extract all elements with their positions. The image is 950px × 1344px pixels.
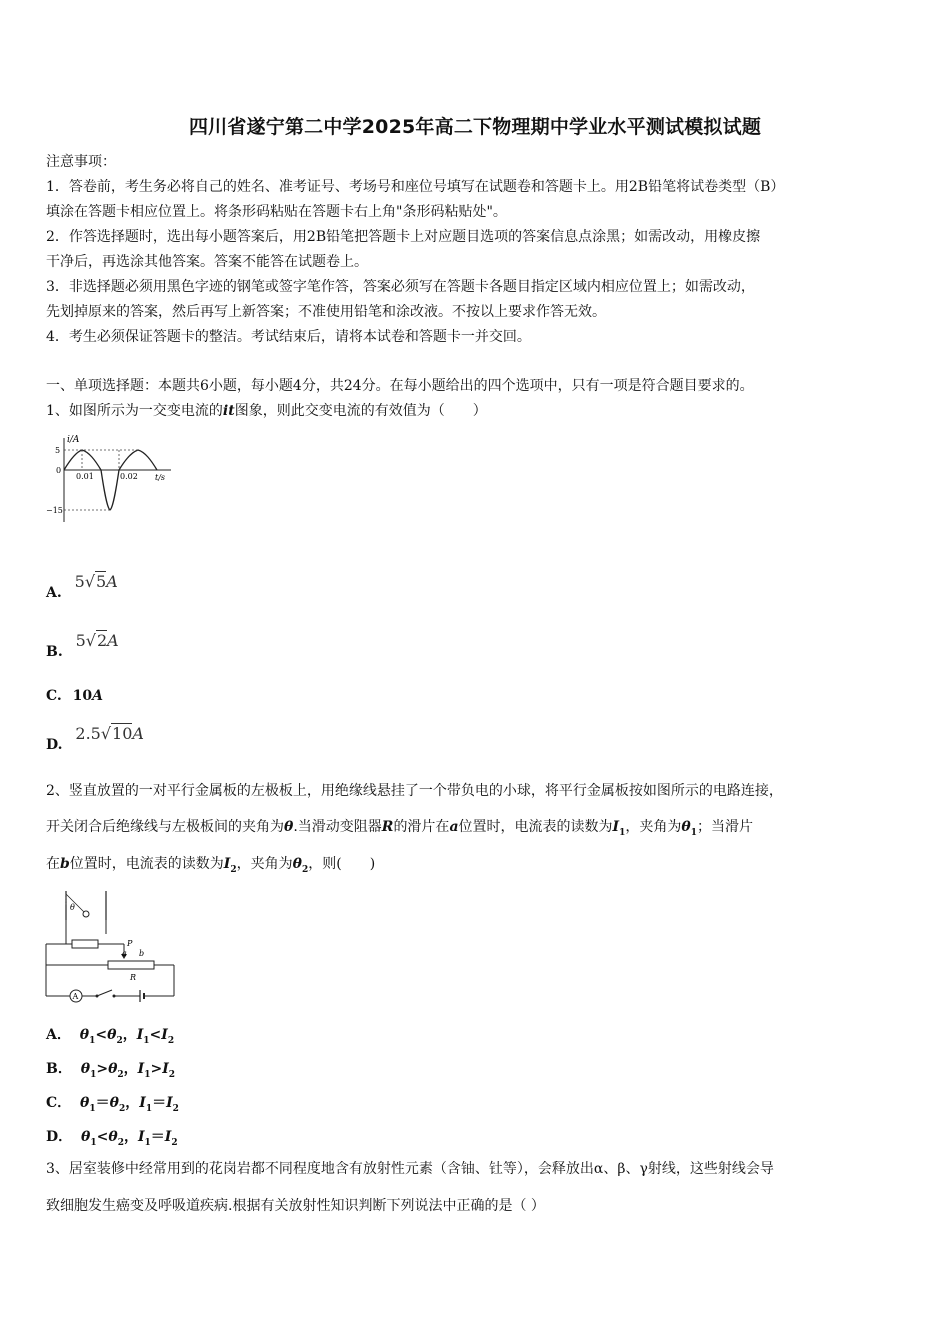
q2-theta: θ: [284, 819, 294, 835]
q2-l3d: ，则( ): [308, 856, 376, 872]
q2-thread: [66, 894, 84, 912]
q1-option-a-label: A.: [46, 585, 62, 601]
section-heading: 一、单项选择题：本题共6小题，每小题4分，共24分。在每小题给出的四个选项中，只有一项是符合题目要求的。: [46, 378, 754, 394]
notice-line-6: 先划掉原来的答案，然后再写上新答案；不准使用铅笔和涂改液。不按以上要求作答无效。: [46, 304, 606, 320]
q2-R: R: [381, 819, 394, 835]
q2-b: b: [60, 856, 70, 872]
q2-option-d[interactable]: [46, 1126, 178, 1148]
q2-b-s2: 2: [117, 1069, 124, 1080]
q2-a-I1: I: [136, 1027, 144, 1043]
q2-b-I2: I: [162, 1061, 169, 1077]
notice-line-7: 4．考生必须保证答题卡的整洁。考试结束后，请将本试卷和答题卡一并交回。: [46, 329, 531, 345]
q2-d-rel1: <: [96, 1129, 109, 1145]
q2-a-label: A．: [46, 1027, 71, 1043]
q1-a-coef: 5: [74, 572, 85, 591]
q2-b-rel2: >: [150, 1061, 163, 1077]
q2-I1: I: [612, 819, 620, 835]
q2-theta1-sub: 1: [690, 827, 697, 838]
q1-stem-a: 1、如图所示为一交变电流的: [46, 403, 223, 419]
q1-option-c-label: C.: [46, 688, 62, 704]
q2-a-sep: ，: [122, 1027, 137, 1043]
q2-option-a[interactable]: [46, 1024, 174, 1046]
q1-d-rad: 10: [112, 724, 133, 743]
q1-wave-pos-1: [64, 450, 101, 470]
q2-c-label: C．: [46, 1095, 72, 1111]
q1-b-unit: A: [107, 631, 119, 650]
q2-fig-R: R: [130, 973, 137, 982]
q2-d-theta2: θ: [108, 1129, 118, 1145]
notice-line-4: 干净后，再选涂其他答案。答案不能答在试题卷上。: [46, 254, 368, 270]
q2-b-rel1: >: [96, 1061, 109, 1077]
q2-c-s3: 1: [145, 1103, 153, 1114]
q1-x-tick-001: 0.01: [76, 472, 94, 481]
q2-l2c: 的滑片在: [393, 819, 450, 835]
q1-stem: [46, 401, 487, 421]
q2-a-rel2: <: [149, 1027, 162, 1043]
q1-b-rad: 2: [96, 631, 108, 650]
q2-a-s1: 1: [89, 1035, 96, 1046]
q2-rheostat: [108, 961, 154, 969]
q2-stem-line-2: [46, 817, 753, 843]
q2-d-theta1: θ: [81, 1129, 91, 1145]
q1-option-a[interactable]: [46, 572, 118, 601]
q2-fig-a: a: [122, 949, 127, 958]
q2-I1-sub: 1: [619, 827, 626, 838]
q2-a-s3: 1: [143, 1035, 150, 1046]
q2-d-s1: 1: [90, 1137, 97, 1148]
q2-d-I1: I: [137, 1129, 145, 1145]
q2-b-sep: ，: [123, 1061, 138, 1077]
q2-ball: [83, 911, 89, 917]
q2-c-s2: 2: [118, 1103, 126, 1114]
q1-option-b-label: B.: [46, 644, 63, 660]
q2-theta2-sub: 2: [301, 864, 309, 875]
q2-option-b[interactable]: [46, 1058, 175, 1080]
q2-theta2: θ: [292, 856, 302, 872]
q2-b-theta2: θ: [108, 1061, 118, 1077]
notice-line-1: 1．答卷前，考生务必将自己的姓名、准考证号、考场号和座位号填写在试题卷和答题卡上。用2B铅笔将试卷类型（B）: [46, 179, 785, 195]
q2-a-s2: 2: [116, 1035, 123, 1046]
q2-l2a: 开关闭合后绝缘线与左极板间的夹角为: [46, 819, 284, 835]
q2-fixed-resistor: [72, 940, 98, 948]
q2-c-I1: I: [139, 1095, 146, 1111]
q1-option-b-math: 5√2A: [75, 631, 119, 650]
q1-wave-neg: [101, 470, 119, 510]
q2-d-label: D．: [46, 1129, 73, 1145]
q2-a-I2: I: [161, 1027, 168, 1043]
q2-b-s3: 1: [144, 1069, 151, 1080]
q2-option-c[interactable]: [46, 1092, 179, 1114]
q3-stem-line-1: 3、居室装修中经常用到的花岗岩都不同程度地含有放射性元素（含铀、钍等），会释放出α、β、γ射线，这些射线会导: [46, 1161, 774, 1177]
q2-b-s4: 2: [168, 1069, 176, 1080]
q2-b-label: B．: [46, 1061, 72, 1077]
notice-line-5: 3．非选择题必须用黑色字迹的钢笔或签字笔作答，答案必须写在答题卡各题目指定区域内相应位置上；如需改动，: [46, 279, 755, 295]
q2-d-s2: 2: [117, 1137, 124, 1148]
q2-b-I1: I: [137, 1061, 145, 1077]
notice-line-2: 填涂在答题卡相应位置上。将条形码粘贴在答题卡右上角"条形码粘贴处"。: [46, 204, 507, 220]
q3-stem-line-2: 致细胞发生癌变及呼吸道疾病.根据有关放射性知识判断下列说法中正确的是（ ）: [46, 1198, 545, 1214]
q2-d-s4: 2: [171, 1137, 178, 1148]
q2-l3c: ，夹角为: [236, 856, 293, 872]
q1-d-coef: 2.5: [75, 724, 101, 743]
q2-fig-ammeter: A: [72, 992, 79, 1001]
q1-option-a-math: 5√5A: [74, 572, 118, 591]
q2-b-s1: 1: [90, 1069, 97, 1080]
q1-a-unit: A: [106, 572, 118, 591]
q1-x-label: t/s: [155, 473, 166, 482]
q2-fig-theta: θ: [70, 903, 75, 912]
q2-stem-line-3: [46, 854, 375, 880]
q1-y-tick-5: 5: [55, 446, 61, 455]
q2-fig-b: b: [139, 949, 145, 958]
q1-option-d-label: D.: [46, 737, 63, 753]
q2-a-theta1: θ: [79, 1027, 90, 1043]
q2-I2-sub: 2: [230, 864, 237, 875]
q2-l2f: ；当滑片: [696, 819, 753, 835]
notice-heading: 注意事项：: [46, 154, 116, 170]
q2-a-theta2: θ: [107, 1027, 117, 1043]
q2-c-s4: 2: [172, 1103, 179, 1114]
q2-a-s4: 2: [167, 1035, 175, 1046]
q1-x-tick-002: 0.02: [120, 472, 138, 481]
q2-l2d: 位置时，电流表的读数为: [458, 819, 613, 835]
q1-a-rad: 5: [96, 572, 107, 591]
q2-d-I2: I: [164, 1129, 172, 1145]
q1-option-c[interactable]: [46, 688, 103, 704]
q2-c-I2: I: [166, 1095, 173, 1111]
exam-title: 四川省遂宁第二中学2025年高二下物理期中学业水平测试模拟试题: [188, 116, 762, 138]
q2-circuit-diagram: [44, 886, 180, 1004]
q1-option-b[interactable]: [46, 631, 119, 660]
q1-d-unit: A: [132, 724, 144, 743]
notice-line-3: 2．作答选择题时，选出每小题答案后，用2B铅笔把答题卡上对应题目选项的答案信息点涂黑；如需改动，用橡皮擦: [46, 229, 761, 245]
q2-c-s1: 1: [89, 1103, 96, 1114]
q1-option-d[interactable]: [46, 724, 144, 753]
q2-fig-P: P: [127, 939, 133, 948]
q2-a-rel1: <: [95, 1027, 108, 1043]
q2-l3b: 位置时，电流表的读数为: [69, 856, 224, 872]
q1-stem-b: 图象，则此交变电流的有效值为（ ）: [234, 403, 487, 419]
q1-y-tick-neg15: −15: [46, 506, 63, 515]
q2-theta1: θ: [681, 819, 691, 835]
q1-stem-var: it: [222, 403, 235, 419]
q2-stem-line-1: 2、竖直放置的一对平行金属板的左极板上，用绝缘线悬挂了一个带负电的小球，将平行金属板按如图所示的电路连接，: [46, 783, 783, 799]
q2-switch-blade: [97, 990, 112, 996]
q2-l3a: 在: [46, 856, 60, 872]
q1-it-graph: [46, 432, 176, 524]
q1-c-unit: A: [92, 688, 104, 704]
q1-wave-pos-2: [119, 450, 157, 470]
q2-c-theta2: θ: [109, 1095, 119, 1111]
q2-I2: I: [223, 856, 231, 872]
q2-c-sep: ，: [125, 1095, 140, 1111]
q2-c-theta1: θ: [80, 1095, 90, 1111]
q2-c-rel2: ＝: [152, 1095, 167, 1111]
q1-y-tick-0: 0: [56, 466, 62, 475]
q1-option-d-math: 2.5√10A: [75, 724, 144, 743]
q1-c-value: 10: [72, 688, 93, 704]
q1-b-coef: 5: [75, 631, 86, 650]
q2-c-rel1: ＝: [95, 1095, 110, 1111]
q2-b-theta1: θ: [80, 1061, 91, 1077]
q2-a: a: [449, 819, 459, 835]
q2-l2e: ，夹角为: [625, 819, 682, 835]
q2-d-sep: ，: [123, 1129, 138, 1145]
q1-y-label: i/A: [67, 435, 80, 445]
q2-d-s3: 1: [144, 1137, 151, 1148]
q2-d-rel2: ＝: [150, 1129, 165, 1145]
q2-l2b: .当滑动变阻器: [293, 819, 382, 835]
